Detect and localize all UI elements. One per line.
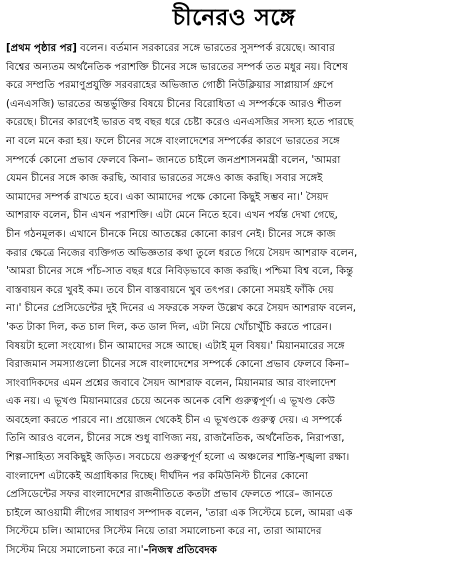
article-line: চীন গঠনমূলক। এখানে চীনকে নিয়ে আতঙ্কের কোনো কারণ নেই। চীনের সঙ্গে কাজ <box>6 228 336 240</box>
article-line: যেমন চীনের সঙ্গে কাজ করছি, আবার ভারতের সঙ্গেও কাজ করছি। সবার সঙ্গেই <box>6 173 323 185</box>
article-line: শিল্প-সাহিত্য সবকিছুই জড়িত। সবচেয়ে গুরুত্বপূর্ণ হলো এ অঞ্চলের শান্তি-শৃঙ্খলা রক্ষা। <box>6 452 350 464</box>
article-line: বিষয়টা হলো সংযোগ। চীন আমাদের সঙ্গে আছে। এটাই মূল বিষয়।' মিয়ানমারের সঙ্গে <box>6 340 345 352</box>
article-line: চাইলে আওয়ামী লীগের সাধারণ সম্পাদক বলেন, 'তারা এক সিস্টেমে চলে, আমরা এক <box>6 507 353 519</box>
article-line: 'কত টাকা দিল, কত চাল দিল, কত ডাল দিল, এটা নিয়ে খোঁচাখুঁচি করতে পারেন। <box>6 321 332 333</box>
article-line: সিস্টেমে চলি। আমাদের সিস্টেম নিয়ে তারা সমালোচনা করে না, তারা আমাদের <box>6 526 322 538</box>
article-line: বিরাজমান সমস্যাগুলো চীনের সঙ্গে বাংলাদেশের সম্পর্কে কোনো প্রভাব ফেলবে কিনা– <box>6 359 350 371</box>
article-line: করে সম্প্রতি পরমাণুপ্রযুক্তি সরবরাহের অভিজাত গোষ্ঠী নিউক্লিয়ার সাপ্লায়ার্স গ্রুপে <box>6 80 334 92</box>
article-line: করার ক্ষেত্রে নিজের ব্যক্তিগত অভিজ্ঞতার কথা তুলে ধরতে গিয়ে সৈয়দ আশরাফ বলেন, <box>6 247 358 259</box>
article-line: সাংবাদিকদের এমন প্রশ্নের জবাবে সৈয়দ আশরাফ বলেন, মিয়ানমার আর বাংলাদেশ <box>6 377 337 389</box>
article-line: করেছে। চীনের কারণেই ভারত বহু বছর ধরে চেষ্টা করেও এনএসজির সদস্য হতে পারছে <box>6 117 354 129</box>
article-body <box>6 40 458 557</box>
article-line: তিনি আরও বলেন, চীনের সঙ্গে শুধু বাণিজ্য নয়, রাজনৈতিক, অর্থনৈতিক, নিরাপত্তা, <box>6 433 345 445</box>
article-line: এক নয়। এ ভূখণ্ড মিয়ানমারের চেয়ে অনেক অনেক বেশি গুরুত্বপূর্ণ। এ ভূখণ্ড কেউ <box>6 396 336 408</box>
article-line: বাংলাদেশ এটাকেই অগ্রাধিকার দিচ্ছে। দীর্ঘদিন পর কমিউনিস্ট চীনের কোনো <box>6 470 308 482</box>
article-line: প্রেসিডেন্টের সফর বাংলাদেশের রাজনীতিতে কতটা প্রভাব ফেলতে পারে– জানতে <box>6 489 333 501</box>
byline: –নিজস্ব প্রতিবেদক <box>143 545 217 557</box>
article-line: 'আমরা চীনের সঙ্গে পাঁচ-সাত বছর ধরে নিবিড়ভাবে কাজ করছি। পশ্চিমা বিশ্ব বলে, কিন্তু <box>6 266 354 278</box>
article-line: বিশ্বের অন্যতম অর্থনৈতিক পরাশক্তি চীনের সঙ্গে ভারতের সম্পর্ক তত মধুর নয়। বিশেষ <box>6 61 348 73</box>
article-line: (এনএসজি) ভারতের অন্তর্ভুক্তির বিষয়ে চীনের বিরোধিতা এ সম্পর্ককে আরও শীতল <box>6 98 342 110</box>
article-line: বাস্তবায়ন করে খুবই কম। তবে চীন বাস্তবায়নে খুব তৎপর। কোনো সময়ই ফাঁকি দেয় <box>6 284 334 296</box>
article-line: আমাদের সম্পর্ক রাখতে হবে। একা আমাদের পক্ষে কোনো কিছুই সম্ভব না।' সৈয়দ <box>6 191 329 203</box>
article-line: আশরাফ বলেন, চীন এখন পরাশক্তি। এটা মেনে নিতে হবে। এখন পর্যন্ত দেখা গেছে, <box>6 210 338 222</box>
article-line: সিস্টেম নিয়ে সমালোচনা করে না।'–নিজস্ব প্রতিবেদক <box>6 545 217 557</box>
article-headline: চীনেরও সঙ্গে <box>172 5 296 31</box>
article-line: সম্পর্কে কোনো প্রভাব ফেলবে কিনা– জানতে চাইলে জনপ্রশাসনমন্ত্রী বলেন, 'আমরা <box>6 154 341 166</box>
article-line: অবহেলা করতে পারবে না। প্রয়োজন থেকেই চীন এ ভূখণ্ডকে গুরুত্ব দেয়। এ সম্পর্কে <box>6 414 342 426</box>
article-line: [প্রথম পৃষ্ঠার পর] বলেন। বর্তমান সরকারের সঙ্গে ভারতের সুসম্পর্ক রয়েছে। আবার <box>6 43 335 54</box>
article-line: না।' চীনের প্রেসিডেন্টের দুই দিনের এ সফরকে সফল উল্লেখ করে সৈয়দ আশরাফ বলেন, <box>6 303 357 315</box>
continued-from-label: [প্রথম পৃষ্ঠার পর] <box>6 43 77 54</box>
article-line: না বলে মনে করা হয়। ফলে চীনের সঙ্গে বাংলাদেশের সম্পর্কের কারণে ভারতের সঙ্গে <box>6 135 340 147</box>
